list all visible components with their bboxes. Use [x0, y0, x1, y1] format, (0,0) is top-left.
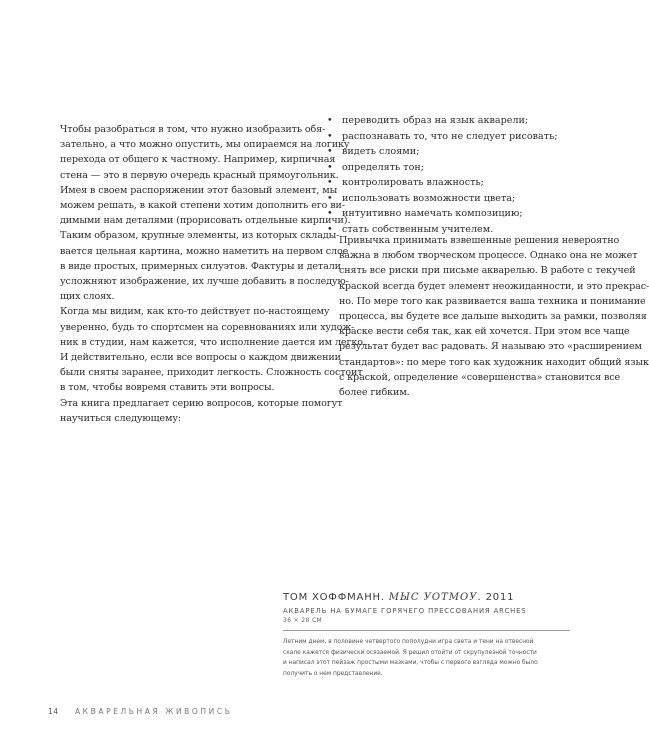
paragraph-2	[48, 304, 366, 395]
list-item: • стать собственным учителем.	[327, 222, 572, 238]
list-item: • переводить образ на язык акварели;	[327, 113, 572, 129]
paragraph-4	[327, 233, 649, 400]
text-line: щих слоях.	[60, 291, 115, 303]
text-line: стандартов»: по мере того как художник находит общий язык	[339, 356, 649, 368]
paragraph-1	[48, 122, 351, 304]
page-footer	[48, 707, 232, 716]
text-line: усложняют изображение, их лучше добавить в последую-	[60, 276, 349, 288]
text-line: И действительно, если все вопросы о каждом движении	[60, 352, 341, 364]
text-line: научиться следующему:	[60, 412, 181, 424]
text-line: скале кажется физически осязаемой. Я решил отойти от скрупулезной точности	[283, 649, 537, 656]
caption-medium: АКВАРЕЛЬ НА БУМАГЕ ГОРЯЧЕГО ПРЕССОВАНИЯ ARCHES	[283, 607, 527, 615]
text-line: перехода от общего к частному. Например, кирпичная	[60, 154, 336, 166]
text-line: получить о нем представление.	[283, 670, 383, 677]
text-line: в том, чтобы вовремя ставить эти вопросы.	[60, 382, 275, 394]
caption-title	[283, 592, 570, 603]
text-line: стена — это в первую очередь красный прямоугольник.	[60, 169, 339, 181]
text-line: снять все риски при письме акварелью. В работе с текучей	[339, 265, 636, 277]
left-column	[48, 122, 366, 426]
caption-divider	[283, 630, 570, 631]
artwork-caption	[283, 592, 570, 679]
running-title: АКВАРЕЛЬНАЯ ЖИВОПИСЬ	[74, 707, 233, 716]
list-item: • видеть слоями;	[327, 144, 572, 160]
text-line: краской всегда будет элемент неожиданности, и это прекрас-	[339, 280, 649, 292]
text-line: Летним днем, в половине четвертого пополудни игра света и тени на отвесной	[283, 639, 534, 645]
caption-author: ТОМ ХОФФМАНН.	[283, 592, 385, 603]
text-line: и написал этот пейзаж простыми мазками, чтобы с первого взгляда можно было	[283, 660, 538, 666]
list-item: • определять тон;	[327, 160, 572, 176]
text-line: результат будет вас радовать. Я называю это «расширением	[339, 341, 642, 353]
text-line: ник в студии, нам кажется, что исполнение дается им легко.	[60, 336, 366, 348]
paragraph-3	[48, 396, 343, 426]
text-line: Имея в своем распоряжении этот базовый элемент, мы	[60, 184, 338, 196]
text-line: в виде простых, примерных силуэтов. Фактуры и детали	[60, 260, 341, 272]
text-line: Эта книга предлагает серию вопросов, которые помогут	[60, 397, 343, 409]
text-line: процесса, вы будете все дальше выходить за рамки, позволяя	[339, 311, 647, 323]
list-item: • контролировать влажность;	[327, 175, 572, 191]
text-line: с краской, определение «совершенства» становится все	[339, 371, 621, 383]
text-line: важна в любом творческом процессе. Однако она не может	[339, 250, 638, 262]
text-line: более гибким.	[339, 387, 410, 399]
skills-bullet-list	[327, 113, 572, 237]
text-line: Таким образом, крупные элементы, из которых склады-	[60, 230, 340, 242]
text-line: Когда мы видим, как кто-то действует по-настоящему	[60, 306, 330, 318]
text-line: уверенно, будь то спортсмен на соревнованиях или худож-	[60, 321, 355, 333]
text-line: были сняты заранее, приходит легкость. Сложность состоит	[60, 367, 363, 379]
page-number: 14	[48, 707, 59, 716]
list-item: • использовать возможности цвета;	[327, 191, 572, 207]
right-column	[327, 233, 649, 400]
caption-description	[283, 637, 570, 679]
list-item: • интуитивно намечать композицию;	[327, 206, 572, 222]
text-line: Чтобы разобраться в том, что нужно изобразить обя-	[60, 124, 326, 135]
caption-size: 36 × 28 СМ	[283, 618, 323, 624]
text-line: но. По мере того как развивается ваша техника и понимание	[339, 295, 646, 307]
list-item: • распознавать то, что не следует рисовать;	[327, 129, 572, 145]
text-line: вается цельная картина, можно наметить на первом слое	[60, 245, 349, 257]
text-line: Привычка принимать взвешенные решения невероятно	[339, 235, 620, 246]
text-line: можем решать, в какой степени хотим дополнить его ви-	[60, 200, 345, 212]
text-line: краске вести себя так, как ей хочется. При этом все чаще	[339, 326, 630, 338]
caption-year: 2011	[485, 592, 515, 603]
caption-artwork-title: МЫС УОТМОУ.	[388, 592, 482, 603]
text-line: зательно, а что можно опустить, мы опираемся на логику	[60, 139, 350, 151]
text-line: димыми нам деталями (прорисовать отдельные кирпичи).	[60, 215, 351, 227]
